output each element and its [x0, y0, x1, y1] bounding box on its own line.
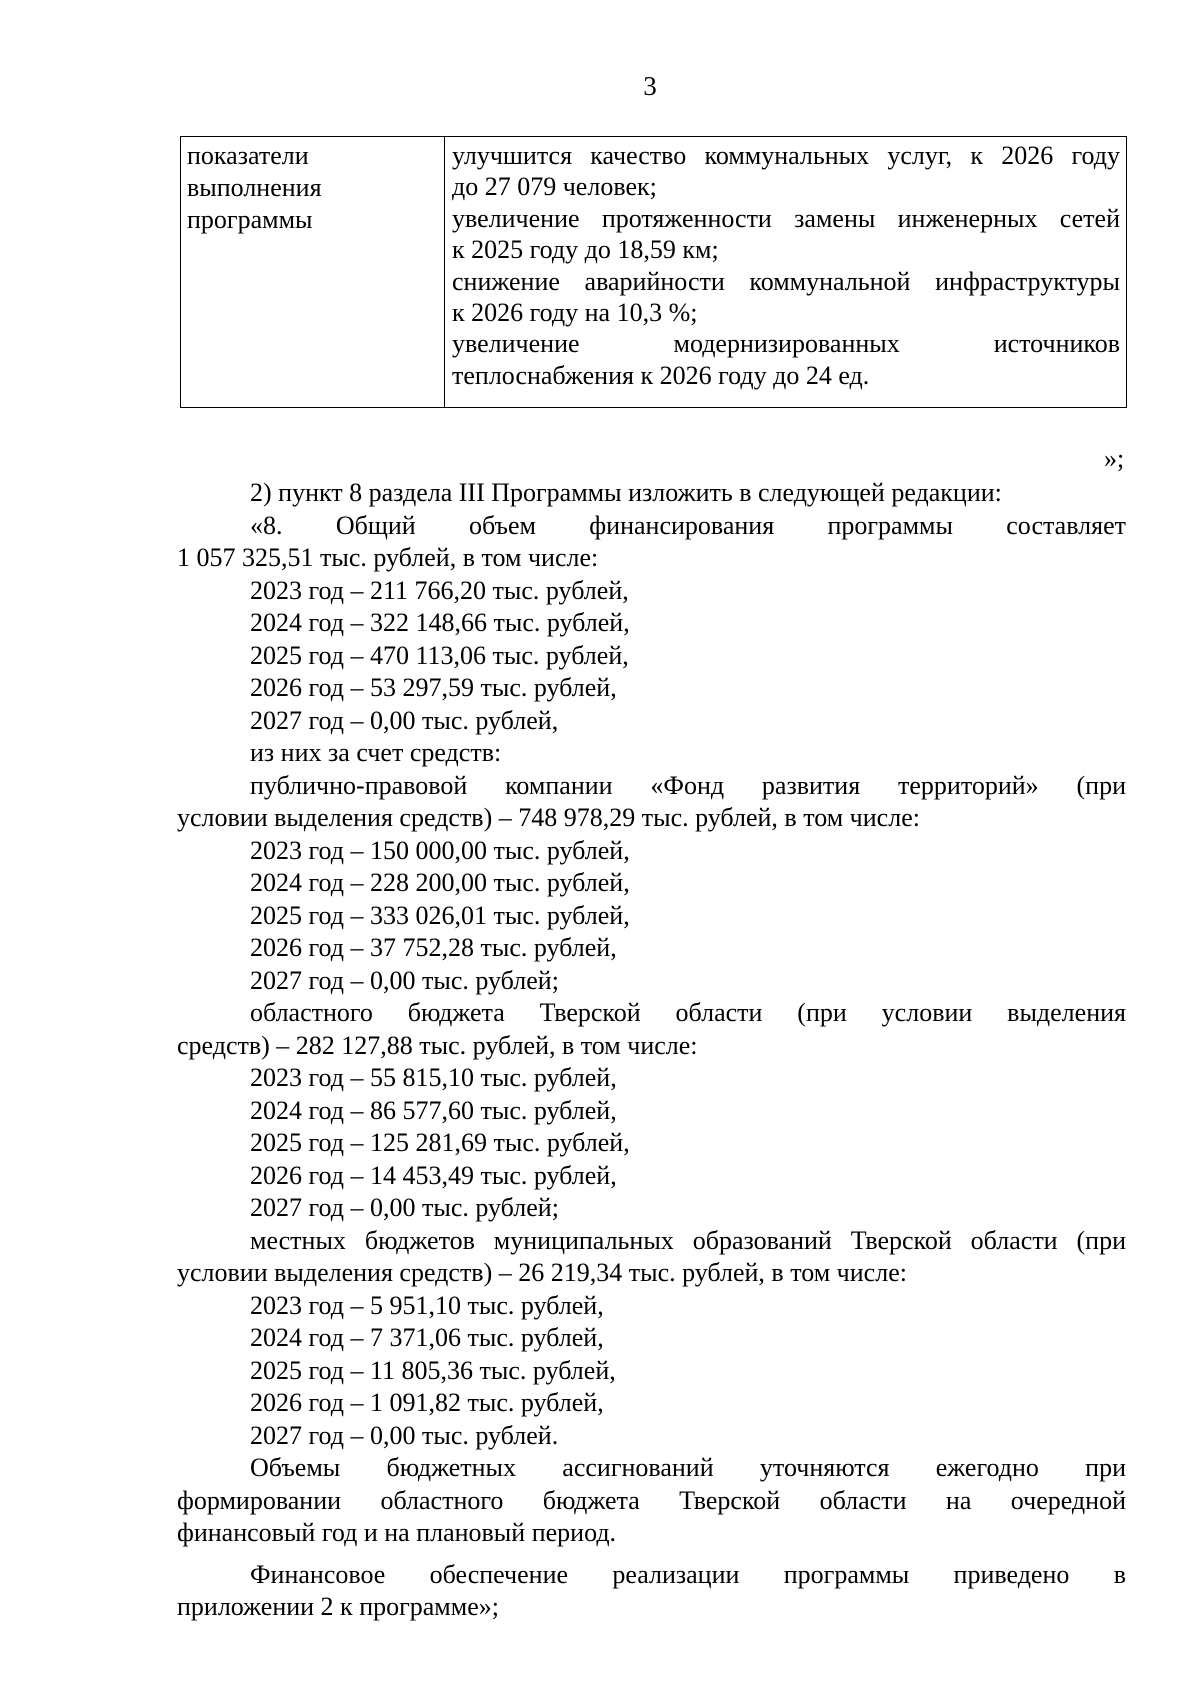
label-line: программы: [187, 205, 313, 234]
indicators-value-cell: [445, 137, 1127, 408]
label-line: выполнения: [187, 173, 322, 202]
regional-budget-line: областного бюджета Тверской области (при условии выделения: [250, 998, 1126, 1027]
page-number: 3: [643, 71, 657, 101]
regional-year-line: 2027 год – 0,00 тыс. рублей;: [250, 1193, 559, 1222]
regional-year-line: 2024 год – 86 577,60 тыс. рублей,: [250, 1095, 617, 1125]
indicators-label-cell: [181, 137, 445, 408]
program-indicators-table: [180, 136, 1127, 408]
local-year-line: 2026 год – 1 091,82 тыс. рублей,: [250, 1388, 604, 1417]
regional-year-line: 2023 год – 55 815,10 тыс. рублей,: [250, 1063, 617, 1092]
closing-quote: »;: [1104, 444, 1125, 473]
local-year-line: 2025 год – 11 805,36 тыс. рублей,: [250, 1355, 616, 1385]
indicator-line: к 2026 году на 10,3 %;: [452, 297, 698, 327]
indicator-line: улучшится качество коммунальных услуг, к 2026 году: [452, 141, 1120, 170]
local-year-line: 2027 год – 0,00 тыс. рублей.: [250, 1420, 559, 1450]
indicator-line: теплоснабжения к 2026 году до 24 ед.: [452, 360, 870, 390]
local-year-line: 2023 год – 5 951,10 тыс. рублей,: [250, 1290, 604, 1320]
total-year-line: 2024 год – 322 148,66 тыс. рублей,: [250, 608, 630, 637]
regional-year-line: 2025 год – 125 281,69 тыс. рублей,: [250, 1128, 630, 1157]
paragraph-gap: [177, 1550, 1126, 1559]
indicator-line: увеличение протяженности замены инженерных сетей: [452, 203, 1120, 233]
regional-year-line: 2026 год – 14 453,49 тыс. рублей,: [250, 1160, 617, 1190]
fund-year-line: 2025 год – 333 026,01 тыс. рублей,: [250, 900, 630, 930]
total-year-line: 2023 год – 211 766,20 тыс. рублей,: [250, 575, 629, 605]
fund-year-line: 2024 год – 228 200,00 тыс. рублей,: [250, 868, 630, 897]
total-year-line: 2027 год – 0,00 тыс. рублей,: [250, 705, 559, 735]
regional-budget-line: средств) – 282 127,88 тыс. рублей, в том числе:: [177, 1030, 698, 1060]
local-year-line: 2024 год – 7 371,06 тыс. рублей,: [250, 1323, 604, 1352]
local-budget-line: местных бюджетов муниципальных образований Тверской области (при: [250, 1225, 1126, 1255]
fund-year-line: 2027 год – 0,00 тыс. рублей;: [250, 965, 559, 995]
volumes-paragraph-line: формировании областного бюджета Тверской области на очередной: [177, 1485, 1126, 1515]
total-year-line: 2026 год – 53 297,59 тыс. рублей,: [250, 673, 617, 702]
amendment-text: [177, 477, 1126, 1624]
indicator-line: до 27 079 человек;: [452, 172, 657, 202]
indicator-line: увеличение модернизированных источников: [452, 329, 1120, 359]
volumes-paragraph-line: финансовый год и на плановый период.: [177, 1518, 617, 1547]
support-paragraph-line: приложении 2 к программе»;: [177, 1592, 499, 1621]
label-line: показатели: [187, 141, 309, 170]
fund-line: условии выделения средств) – 748 978,29 тыс. рублей, в том числе:: [177, 803, 920, 832]
table-row: [181, 137, 1127, 408]
volumes-paragraph-line: Объемы бюджетных ассигнований уточняются ежегодно при: [250, 1453, 1126, 1482]
fund-line: публично-правовой компании «Фонд развития территорий» (при: [250, 770, 1126, 800]
total-financing-line: 1 057 325,51 тыс. рублей, в том числе:: [177, 543, 599, 572]
fund-year-line: 2023 год – 150 000,00 тыс. рублей,: [250, 835, 630, 865]
fund-year-line: 2026 год – 37 752,28 тыс. рублей,: [250, 933, 617, 962]
local-budget-line: условии выделения средств) – 26 219,34 тыс. рублей, в том числе:: [177, 1258, 907, 1287]
indicator-paragraph: [452, 140, 1120, 203]
indicator-line: снижение аварийности коммунальной инфраструктуры: [452, 266, 1120, 296]
indicator-paragraph: [452, 266, 1120, 329]
support-paragraph-line: Финансовое обеспечение реализации программы приведено в: [250, 1559, 1126, 1589]
item-intro: 2) пункт 8 раздела III Программы изложить в следующей редакции:: [250, 478, 1002, 507]
total-financing-line: «8. Общий объем финансирования программы составляет: [250, 510, 1126, 540]
sources-intro: из них за счет средств:: [250, 738, 502, 767]
indicator-paragraph: [452, 203, 1120, 266]
indicator-line: к 2025 году до 18,59 км;: [452, 235, 719, 265]
total-year-line: 2025 год – 470 113,06 тыс. рублей,: [250, 640, 629, 670]
indicator-paragraph: [452, 328, 1120, 391]
